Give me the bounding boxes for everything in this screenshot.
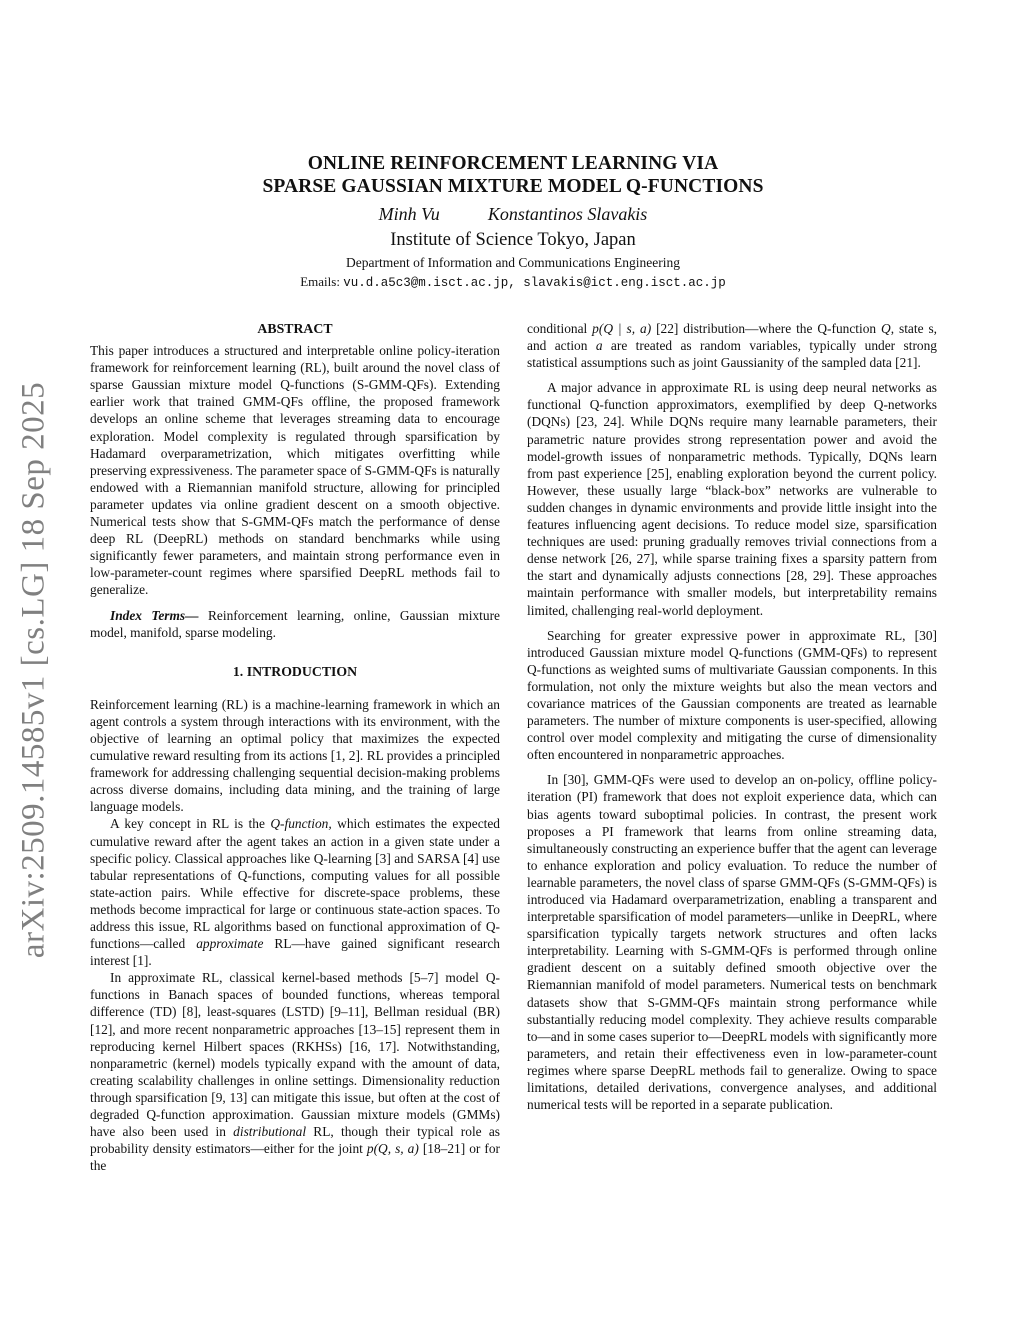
- email-addresses: vu.d.a5c3@m.isct.ac.jp, slavakis@ict.eng.isct.ac.jp: [343, 276, 726, 290]
- arxiv-sidebar-stamp: [14, 360, 54, 980]
- arxiv-id: arXiv:2509.14585v1 [cs.LG] 18 Sep 2025: [15, 381, 52, 959]
- right-column: [527, 320, 937, 1113]
- index-terms-label: Index Terms—: [110, 607, 199, 623]
- author-name: Konstantinos Slavakis: [487, 204, 648, 224]
- paper-header: [90, 152, 936, 290]
- affiliation: Institute of Science Tokyo, Japan: [390, 230, 636, 250]
- abstract-text: This paper introduces a structured and interpretable online policy-iteration framework for reinforcement learning (RL), built around the novel class of sparse Gaussian mixture model Q-functions (S-GMM-QFs). Extending earlier work that trained GMM-QFs offline, the proposed framework develops an online scheme that leverages streaming data to encourage exploration. Model complexity is regulated through sparsification by Hadamard overparametrization, which mitigates overfitting while preserving expressiveness. The parameter space of S-GMM-QFs is naturally endowed with a Riemannian manifold structure, allowing for principled parameter updates via online gradient descent on a smooth objective. Numerical tests show that S-GMM-QFs match the performance of dense deep RL (DeepRL) methods on standard benchmarks while using significantly fewer parameters, and maintain strong performance even in low-parameter-count regimes where sparsified DeepRL methods fail to generalize.: [90, 343, 500, 598]
- introduction-heading: 1. INTRODUCTION: [232, 663, 358, 679]
- intro-paragraph-1: Reinforcement learning (RL) is a machine-learning framework in which an agent controls a system through interactions with its environment, with the objective of learning an optimal policy that maximizes the expected cumulative reward resulting from its actions [1, 2]. RL provides a principled framework for addressing challenging sequential decision-making problems across diverse domains, including data mining, and the training of large language models.: [90, 696, 500, 815]
- intro-paragraph-6: In [30], GMM-QFs were used to develop an on-policy, offline policy-iteration (PI) framework that does not exploit experience data, which can bias agents toward suboptimal policies. In contrast, the present work proposes a PI framework that learns from online streaming data, simultaneously constructing an experience buffer that the agent can leverage to enhance exploration and policy evaluation. To reduce the number of learnable parameters, the novel class of sparse GMM-QFs (S-GMM-QFs) is introduced via Hadamard overparametrization, enabling a transparent and interpretable sparsification of model parameters—unlike in DeepRL, where sparsification typically targets network structures and often lacks interpretability. Learning with S-GMM-QFs is performed through online gradient descent on a suitably defined smooth objective over the Riemannian manifold of model parameters. Numerical tests on benchmark datasets show that S-GMM-QFs maintain strong performance while substantially reducing model complexity. They achieve results comparable to—and in some cases superior to—DeepRL models with significantly more parameters, and retain their effectiveness even in low-parameter-count regimes where sparse DeepRL methods fail to generalize. Owing to space limitations, detailed derivations, convergence analyses, and additional numerical tests will be reported in a separate publication.: [527, 772, 937, 1113]
- emails: [90, 274, 936, 290]
- intro-paragraph-3: In approximate RL, classical kernel-based methods [5–7] model Q-functions in Banach spaces of bounded functions, whereas temporal difference (TD) [8], least-squares (LSTD) [9–11], Bellman residual (BR) [12], and more recent nonparametric approaches [13–15] represent them in reproducing kernel Hilbert spaces (RKHSs) [16, 17]. Notwithstanding, nonparametric (kernel) models typically expand with the amount of data, creating scalability challenges in online settings. Dimensionality reduction through sparsification [9, 13] can mitigate this issue, but often at the cost of degraded Q-function approximation. Gaussian mixture models (GMMs) have also been used in distributional RL, though their typical role as probability density estimators—either for the joint p(Q, s, a) [18–21] or for the: [90, 970, 500, 1174]
- author-list: [90, 204, 936, 225]
- left-column: [90, 320, 500, 1174]
- paper-title-line-1: ONLINE REINFORCEMENT LEARNING VIA: [307, 153, 719, 174]
- intro-paragraph-3-continued: conditional p(Q | s, a) [22] distribution—where the Q-function Q, state s, and action a are treated as random variables, typically under strong statistical assumptions such as joint Gaussianity of the sampled data [21].: [527, 321, 938, 371]
- abstract-heading: ABSTRACT: [257, 321, 333, 336]
- author-name: Minh Vu: [378, 204, 440, 224]
- intro-paragraph-5: Searching for greater expressive power in approximate RL, [30] introduced Gaussian mixture model Q-functions (GMM-QFs) to represent Q-functions as weighted sums of multivariate Gaussian components. In this formulation, not only the mixture weights but also the mean vectors and covariance matrices of the Gaussian components are treated as learnable parameters. The number of mixture components is user-specified, allowing control over model complexity and mitigating the curse of dimensionality often encountered in nonparametric approaches.: [527, 627, 937, 763]
- index-terms-text: Reinforcement learning, online, Gaussian mixture model, manifold, sparse modeling.: [90, 607, 500, 640]
- department: Department of Information and Communications Engineering: [345, 255, 681, 270]
- intro-paragraph-4: A major advance in approximate RL is using deep neural networks as functional Q-function approximators, exemplified by deep Q-networks (DQNs) [23, 24]. While DQNs require many learnable parameters, their parametric nature provides strong representation power and avoid the model-growth issues of nonparametric methods. Typically, DQNs learn from past experience [25], enabling exploration beyond the current policy. However, these usually large “black-box” networks are vulnerable to sudden changes in dynamic environments and provide little insight into the features influencing agent decisions. To reduce model size, sparsification techniques are used: pruning gradually removes trivial connections from a dense network [26, 27], while sparse training fixes a sparsity pattern from the start and dynamically adjusts connections [28, 29]. These approaches maintain performance with smaller models, but interpretability remains limited, challenging real-world deployment.: [527, 380, 937, 618]
- index-terms: [90, 607, 500, 641]
- emails-label: Emails:: [300, 274, 340, 289]
- intro-paragraph-2: A key concept in RL is the Q-function, which estimates the expected cumulative reward after the agent takes an action in a given state under a specific policy. Classical approaches like Q-learning [3] and SARSA [4] use tabular representations of Q-functions, computing values for all possible state-action pairs. While effective for discrete-space problems, these methods become impractical for large or continuous state-action spaces. To address this issue, RL algorithms based on functional approximation of Q-functions—called approximate RL—have gained significant research interest [1].: [90, 816, 500, 969]
- paper-title-line-2: SPARSE GAUSSIAN MIXTURE MODEL Q-FUNCTIONS: [262, 176, 764, 197]
